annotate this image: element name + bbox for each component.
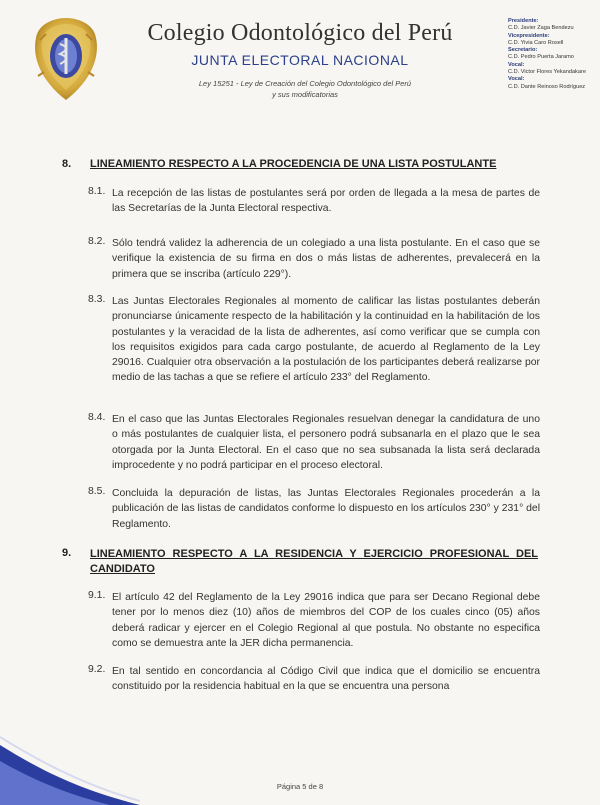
board-name: C.D. Victor Flores Yekandakare (508, 69, 586, 76)
item-text: La recepción de las listas de postulantes será por orden de llegada a la mesa de partes de las Secretarías de la Junta Electoral respectiva. (112, 188, 540, 215)
electoral-board-subtitle: JUNTA ELECTORAL NACIONAL (191, 52, 409, 68)
board-member (508, 76, 596, 91)
board-name: C.D. Dante Reinoso Rodríguez (508, 83, 586, 90)
college-crest-logo (30, 14, 102, 104)
item-text: Concluida la depuración de listas, las Juntas Electorales Regionales procederán a la publicación de las listas de candidatos conforme lo dispuesto en los artículos 230° y 231° del Reglamento. (112, 488, 540, 530)
college-name-title: Colegio Odontológico del Perú (147, 20, 453, 46)
board-member (508, 62, 596, 77)
board-name: C.D. Javier Zaga Bendezu (508, 25, 574, 32)
board-role: Presidente: (508, 18, 539, 24)
item-text: Sólo tendrá validez la adherencia de un colegiado a una lista postulante. En el caso que se verifique la existencia de su firma en dos o más listas de adherentes, prevalecerá en la primera que se inscriba (artículo 229°). (112, 238, 540, 280)
board-name: C.D. Yivia Caro Rosell (508, 39, 564, 46)
board-members-list (508, 18, 596, 91)
board-role: Vocal: (508, 76, 525, 83)
item-number: 8.1. (88, 186, 106, 197)
law-line-2: y sus modificatorias (272, 90, 338, 99)
section-heading: LINEAMIENTO RESPECTO A LA PROCEDENCIA DE UNA LISTA POSTULANTE (90, 158, 497, 170)
item-number: 8.4. (88, 412, 106, 423)
section-number: 8. (62, 158, 72, 170)
law-line-1: Ley 15251 - Ley de Creación del Colegio Odontológico del Perú (198, 79, 412, 88)
item-number: 9.2. (88, 664, 106, 675)
item-number: 9.1. (88, 590, 106, 601)
page-number-footer: Página 5 de 8 (276, 782, 324, 791)
board-role: Vicepresidente: (508, 32, 550, 39)
board-member (508, 18, 596, 33)
section-heading: LINEAMIENTO RESPECTO A LA RESIDENCIA Y EJERCICIO PROFESIONAL DEL CANDIDATO (90, 548, 538, 575)
board-member (508, 47, 596, 62)
item-text: En el caso que las Juntas Electorales Regionales resuelvan denegar la candidatura de uno o más postulantes de cualquier lista, el personero podrá subsanarla en el plazo que le sea otorgada por la Junta Electoral. En el caso que no sea subsanada la lista será declarada improcedente y no podrá participar en el proceso electoral. (112, 414, 540, 471)
item-text: Las Juntas Electorales Regionales al momento de calificar las listas postulantes deberán pronunciarse únicamente respecto de la habilitación y la continuidad en la habilitación de los postulantes y la veracidad de la lista de adherentes, así como verificar que se cumpla con los requisitos exigidos para cada cargo postulante, de acuerdo al Reglamento de la Ley 29016. Cualquier otra observación a la postulación de los participantes deberá realizarse por medio de las tachas a que se refiere el artículo 233° del Reglamento. (112, 296, 540, 384)
item-text: El artículo 42 del Reglamento de la Ley 29016 indica que para ser Decano Regional debe tener por lo menos diez (10) años de miembros del COP de los cuales cinco (05) años deberá radicar y ejercer en el Colegio Regional al que postula. No obstante no especifica como se demuestra ante la JER dicha permanencia. (112, 592, 540, 649)
decorative-corner-swoosh (0, 715, 140, 805)
item-number: 8.3. (88, 294, 106, 305)
section-number: 9. (62, 547, 72, 559)
board-role: Secretario: (508, 47, 538, 54)
item-number: 8.2. (88, 236, 106, 247)
board-name: C.D. Pedro Puerta Jaramo (508, 54, 574, 61)
board-role: Vocal: (508, 61, 525, 68)
item-text: En tal sentido en concordancia al Código Civil que indica que el domicilio se encuentra constituido por la residencia habitual en la que se encuentra una persona (112, 666, 540, 693)
board-member (508, 33, 596, 48)
law-reference (150, 78, 460, 100)
item-number: 8.5. (88, 486, 106, 497)
